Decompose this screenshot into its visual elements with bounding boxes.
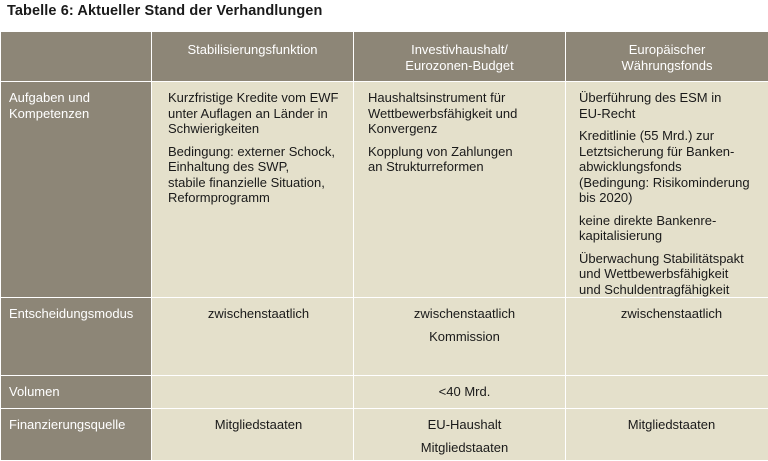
row-volumen	[1, 376, 768, 409]
cell-entscheidung-stabilisierung: zwischenstaatlich	[152, 298, 354, 376]
negotiation-status-table	[0, 31, 768, 461]
column-header-waehrungsfonds: Europäischer Währungsfonds	[566, 32, 768, 82]
paragraph: Überwachung Stabilitätspakt und Wettbewerbsfähigkeit und Schuldentragfähigkeit	[579, 251, 764, 298]
paragraph: keine direkte Bankenre- kapitalisierung	[579, 213, 764, 244]
cell-aufgaben-waehrungsfonds	[566, 82, 768, 298]
cell-volumen-waehrungsfonds	[566, 376, 768, 409]
cell-aufgaben-investivhaushalt	[354, 82, 566, 298]
paragraph: Bedingung: externer Schock, Einhaltung des SWP, stabile finanzielle Situation, Reformprogramm	[168, 144, 349, 206]
header-row	[1, 32, 768, 82]
cell-finanzierung-investivhaushalt	[354, 409, 566, 461]
paragraph: Kreditlinie (55 Mrd.) zur Letztsicherung für Banken- abwicklungsfonds (Bedingung: Risikominderung bis 2020)	[579, 128, 764, 206]
paragraph: zwischenstaatlich	[368, 306, 561, 322]
paragraph: Kurzfristige Kredite vom EWF unter Auflagen an Länder in Schwierigkeiten	[168, 90, 349, 137]
row-label-entscheidungsmodus: Entscheidungsmodus	[1, 298, 152, 376]
paragraph: Haushaltsinstrument für Wettbewerbsfähigkeit und Konvergenz	[368, 90, 561, 137]
cell-volumen-investivhaushalt: <40 Mrd.	[354, 376, 566, 409]
paragraph: EU-Haushalt	[368, 417, 561, 433]
cell-entscheidung-waehrungsfonds: zwischenstaatlich	[566, 298, 768, 376]
paragraph: Mitgliedstaaten	[368, 440, 561, 456]
row-label-finanzierungsquelle: Finanzierungsquelle	[1, 409, 152, 461]
paragraph: Überführung des ESM in EU-Recht	[579, 90, 764, 121]
row-finanzierungsquelle	[1, 409, 768, 461]
row-label-volumen: Volumen	[1, 376, 152, 409]
cell-finanzierung-stabilisierung: Mitgliedstaaten	[152, 409, 354, 461]
cell-finanzierung-waehrungsfonds: Mitgliedstaaten	[566, 409, 768, 461]
cell-aufgaben-stabilisierung	[152, 82, 354, 298]
cell-volumen-stabilisierung	[152, 376, 354, 409]
header-corner-cell	[1, 32, 152, 82]
paragraph: Kopplung von Zahlungen an Strukturreformen	[368, 144, 561, 175]
column-header-investivhaushalt: Investivhaushalt/ Eurozonen-Budget	[354, 32, 566, 82]
paragraph: Kommission	[368, 329, 561, 345]
table-title: Tabelle 6: Aktueller Stand der Verhandlungen	[7, 3, 322, 19]
row-entscheidungsmodus	[1, 298, 768, 376]
cell-entscheidung-investivhaushalt	[354, 298, 566, 376]
row-aufgaben-kompetenzen	[1, 82, 768, 298]
column-header-stabilisierungsfunktion: Stabilisierungsfunktion	[152, 32, 354, 82]
row-label-aufgaben: Aufgaben und Kompetenzen	[1, 82, 152, 298]
